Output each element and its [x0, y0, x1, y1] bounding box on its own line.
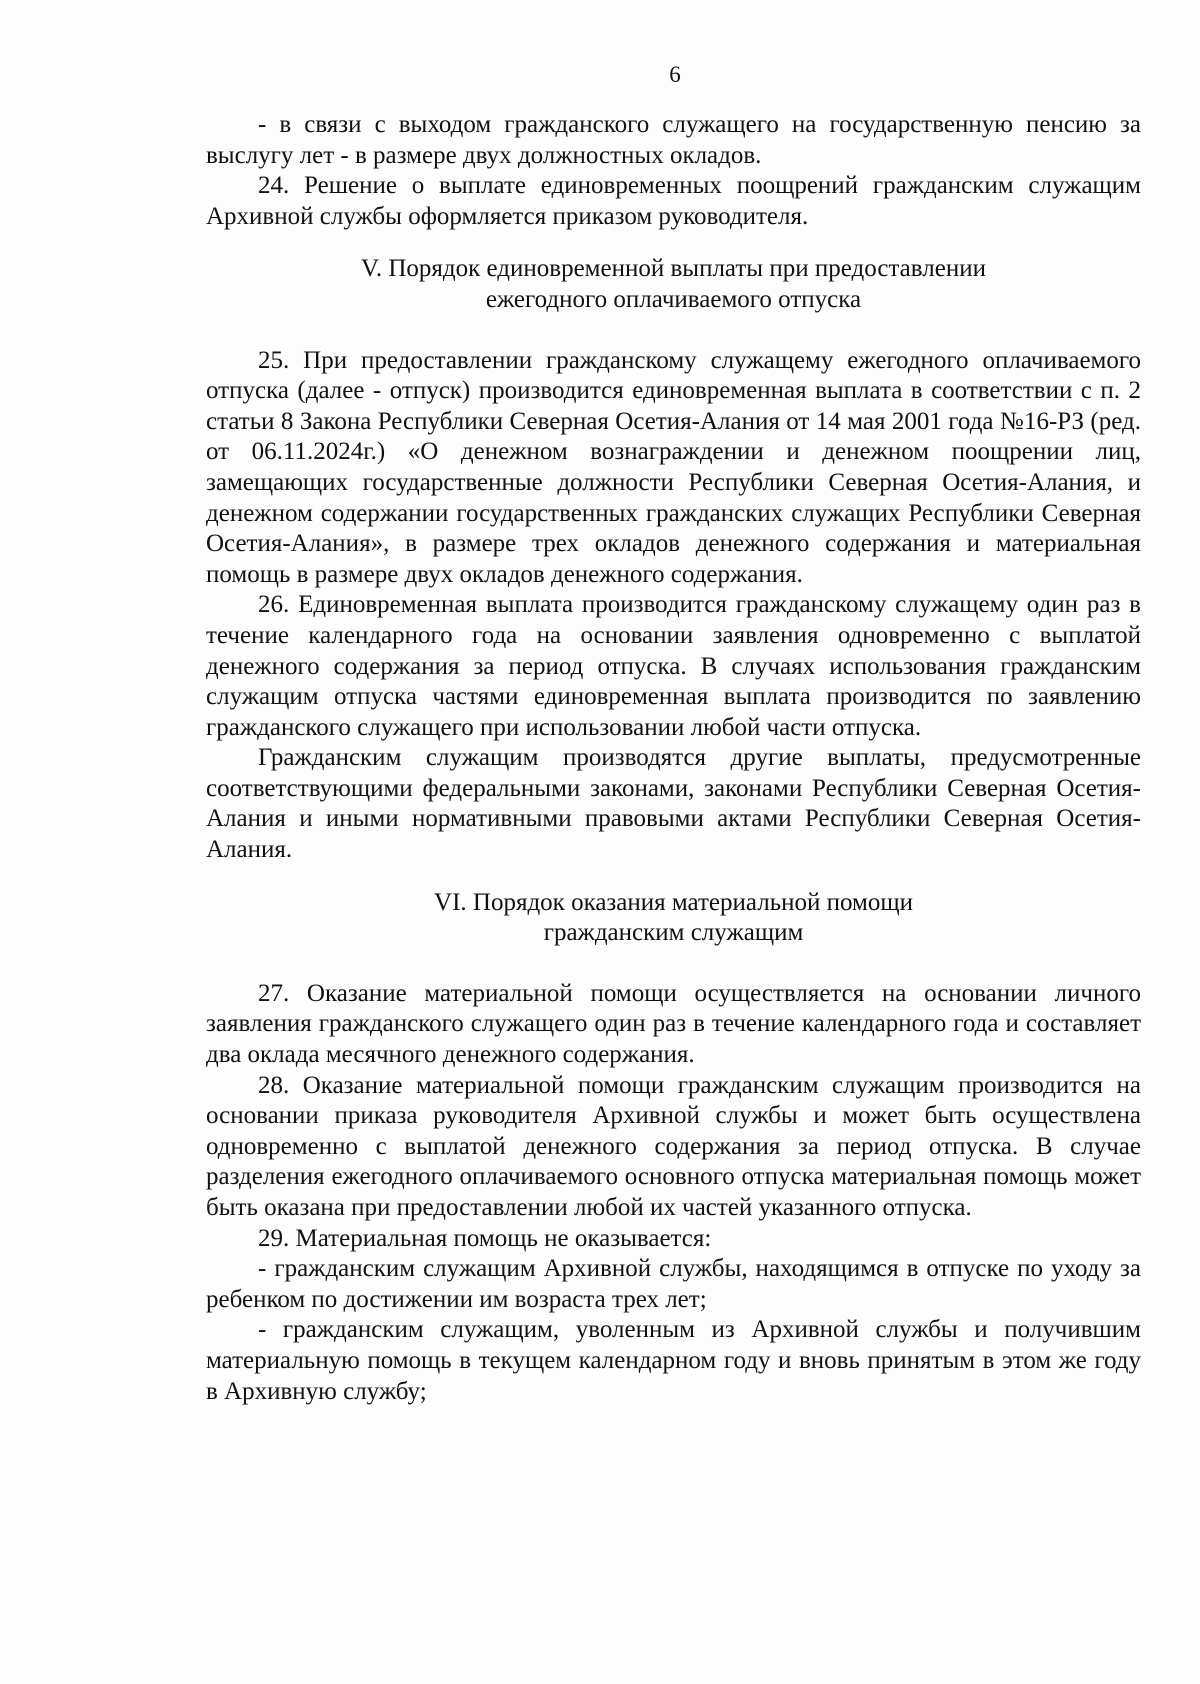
paragraph-24: 24. Решение о выплате единовременных поощрений гражданским служащим Архивной службы оформляется приказом руководителя. [206, 172, 1141, 230]
page-number: 6 [669, 62, 681, 87]
paragraph-27: 27. Оказание материальной помощи осуществляется на основании личного заявления гражданского служащего один раз в течение календарного года и составляет два оклада месячного денежного содержания. [206, 979, 1141, 1069]
paragraph-29: 29. Материальная помощь не оказывается: [258, 1224, 712, 1252]
list-item-childcare-leave: - гражданским служащим Архивной службы, находящимся в отпуске по уходу за ребенком по достижении им возраста трех лет; [206, 1255, 1141, 1313]
document-body [206, 110, 1141, 1407]
paragraph-28: 28. Оказание материальной помощи гражданским служащим производится на основании приказа руководителя Архивной службы и может быть осуществлена одновременно с выплатой денежного содержания за период отпуска. В случае разделения ежегодного оплачиваемого основного отпуска материальная помощь может быть оказана при предоставлении любой их частей указанного отпуска. [206, 1071, 1141, 1221]
section-v-heading [206, 254, 1141, 315]
paragraph-25: 25. При предоставлении гражданскому служащему ежегодного оплачиваемого отпуска (далее - отпуск) производится единовременная выплата в соответствии с п. 2 статьи 8 Закона Республики Северная Осетия-Алания от 14 мая 2001 года №16-РЗ (ред. от 06.11.2024г.) «О денежном вознаграждении и денежном поощрении лиц, замещающих государственные должности Республики Северная Осетия-Алания, и денежном содержании государственных гражданских служащих Республики Северная Осетия-Алания», в размере трех окладов денежного содержания и материальная помощь в размере двух окладов денежного содержания. [206, 346, 1141, 588]
section-v-title-line2: ежегодного оплачиваемого отпуска [485, 285, 862, 313]
list-item-dismissed-rehired: - гражданским служащим, уволенным из Архивной службы и получившим материальную помощь в текущем календарном году и вновь принятым в этом же году в Архивную службу; [206, 1316, 1141, 1405]
paragraph-26: 26. Единовременная выплата производится гражданскому служащему один раз в течение календарного года на основании заявления одновременно с выплатой денежного содержания за период отпуска. В случаях использования гражданским служащим отпуска частями единовременная выплата производится по заявлению гражданского служащего при использовании любой части отпуска. [206, 591, 1141, 741]
section-v-title-line1: V. Порядок единовременной выплаты при предоставлении [361, 255, 986, 283]
paragraph-pension-bonus: - в связи с выходом гражданского служащего на государственную пенсию за выслугу лет - в размере двух должностных окладов. [206, 111, 1141, 169]
section-vi-title-line2: гражданским служащим [543, 919, 804, 947]
paragraph-other-payments: Гражданским служащим производятся другие выплаты, предусмотренные соответствующими федеральными законами, законами Республики Северная Осетия-Алания и иными нормативными правовыми актами Республики Северная Осетия-Алания. [206, 744, 1141, 864]
section-vi-title-line1: VI. Порядок оказания материальной помощи [434, 888, 913, 916]
section-vi-heading [206, 888, 1141, 949]
